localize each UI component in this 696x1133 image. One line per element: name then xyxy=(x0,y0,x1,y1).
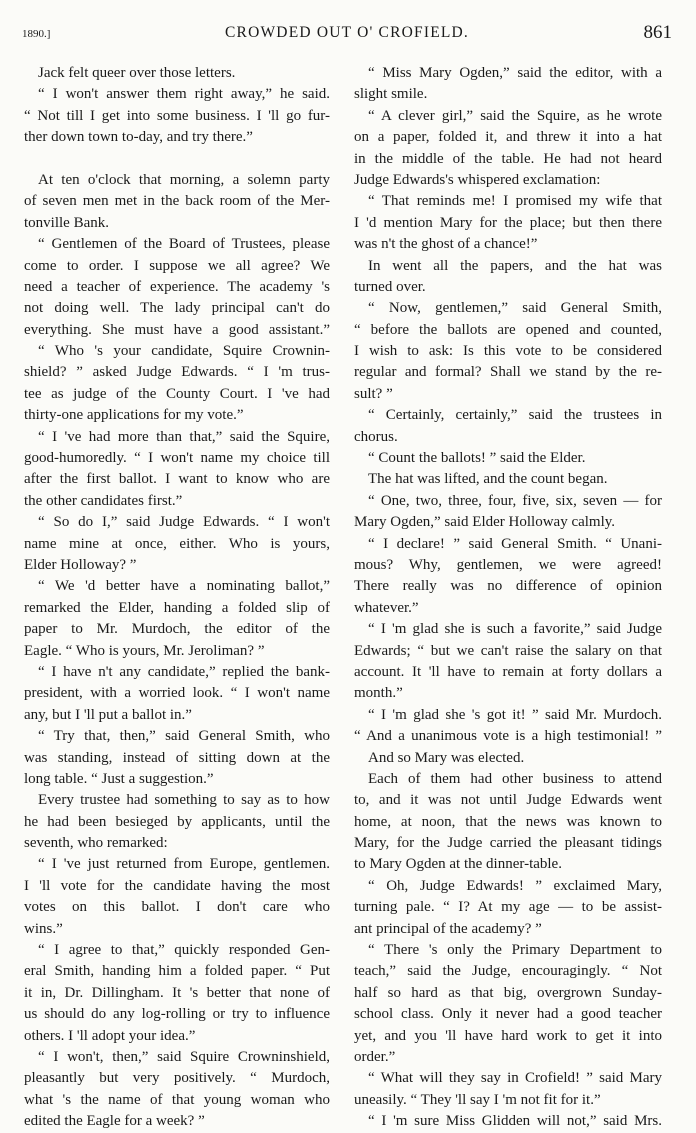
text-line: not doing well. The lady principal can't do xyxy=(24,300,330,317)
text-line: “ I won't, then,” said Squire Crowninshield, xyxy=(38,1048,330,1065)
text-line: Elder Holloway? ” xyxy=(24,556,137,573)
text-line: “ One, two, three, four, five, six, seven — for xyxy=(368,492,662,509)
text-line: votes on this ballot. I don't care who xyxy=(24,899,330,916)
issue-date: 1890.] xyxy=(22,28,51,40)
text-line: president, with a worried look. “ I won't name xyxy=(24,685,330,702)
text-line: “ I have n't any candidate,” replied the bank- xyxy=(38,663,330,680)
text-line: sult? ” xyxy=(354,385,393,402)
text-line: was n't the ghost of a chance!” xyxy=(354,236,538,253)
text-line: Jack felt queer over those letters. xyxy=(38,65,236,81)
text-line: thirty-one applications for my vote.” xyxy=(24,407,244,424)
text-line: to, and it was not until Judge Edwards went xyxy=(354,792,662,809)
text-line: the other candidates first.” xyxy=(24,492,183,509)
text-line: Mary, for the Judge carried the pleasant tidings xyxy=(354,835,662,852)
text-line: “ We 'd better have a nominating ballot,” xyxy=(38,578,330,595)
text-line: come to order. I suppose we all agree? We xyxy=(24,257,330,274)
text-line: order.” xyxy=(354,1048,396,1065)
text-line: what 's the name of that young woman who xyxy=(24,1091,330,1108)
text-line: turning pale. “ I? At my age — to be assist- xyxy=(354,899,662,916)
text-line: “ Not till I get into some business. I 'll go fur- xyxy=(24,107,330,124)
text-line: school class. Only it never had a good teacher xyxy=(354,1006,662,1023)
text-line: “ Now, gentlemen,” said General Smith, xyxy=(368,300,662,317)
running-header xyxy=(22,22,672,48)
text-line: “ So do I,” said Judge Edwards. “ I won't xyxy=(38,514,330,531)
text-line: Eagle. “ Who is yours, Mr. Jeroliman? ” xyxy=(24,642,265,659)
text-line: There really was no difference of opinion xyxy=(354,578,662,595)
text-line: home, at noon, that the news was known to xyxy=(354,813,662,830)
text-line: “ Certainly, certainly,” said the trustees in xyxy=(368,407,662,424)
page-number: 861 xyxy=(643,22,672,43)
text-line: “ I 'm sure Miss Glidden will not,” said Mrs. xyxy=(368,1113,662,1130)
text-line: paper to Mr. Murdoch, the editor of the xyxy=(24,621,330,638)
text-line: wins.” xyxy=(24,920,63,937)
text-line: was standing, instead of sitting down at the xyxy=(24,749,330,766)
text-line: “ I 'm glad she 's got it! ” said Mr. Murdoch. xyxy=(368,706,662,723)
text-line: whatever.” xyxy=(354,599,419,616)
text-line: Mary Ogden,” said Elder Holloway calmly. xyxy=(354,514,616,531)
text-line: he had been besieged by applicants, until the xyxy=(24,813,330,830)
text-line: half so hard as that big, overgrown Sunday- xyxy=(354,984,662,1001)
text-line: to Mary Ogden at the dinner-table. xyxy=(354,856,562,873)
right-column xyxy=(354,63,662,1133)
text-line: “ I 'm glad she is such a favorite,” said Judge xyxy=(368,621,662,638)
text-line: teach,” said the Judge, encouragingly. “ Not xyxy=(354,963,662,980)
text-line: I 'd mention Mary for the place; but then there xyxy=(354,214,662,231)
text-line: ther down town to-day, and try there.” xyxy=(24,129,253,146)
story-title: CROWDED OUT O' CROFIELD. xyxy=(225,24,469,41)
text-line: “ What will they say in Crofield! ” said Mary xyxy=(368,1070,662,1087)
text-line: good-humoredly. “ I won't name my choice till xyxy=(24,450,330,467)
text-line: long table. “ Just a suggestion.” xyxy=(24,770,214,787)
text-line: “ Oh, Judge Edwards! ” exclaimed Mary, xyxy=(368,877,662,894)
text-line: chorus. xyxy=(354,428,398,445)
text-line: Judge Edwards's whispered exclamation: xyxy=(354,171,601,188)
text-line: And so Mary was elected. xyxy=(368,749,525,766)
text-line: turned over. xyxy=(354,278,426,295)
text-line: “ That reminds me! I promised my wife that xyxy=(368,193,662,210)
text-line: remarked the Elder, handing a folded slip of xyxy=(24,599,330,616)
text-line: shield? ” asked Judge Edwards. “ I 'm trus- xyxy=(24,364,330,381)
text-line: “ A clever girl,” said the Squire, as he wrote xyxy=(368,107,662,124)
text-line: yet, and you 'll have hard work to get it into xyxy=(354,1027,662,1044)
text-line: us should do any log-rolling or try to influence xyxy=(24,1006,330,1023)
text-line: mous? Why, gentlemen, we were agreed! xyxy=(354,556,662,573)
text-line: “ Gentlemen of the Board of Trustees, please xyxy=(38,236,330,253)
text-line: need a teacher of experience. The academy 's xyxy=(24,278,330,295)
text-line: of seven men met in the back room of the Mer- xyxy=(24,193,330,210)
text-line: “ Who 's your candidate, Squire Crownin- xyxy=(38,343,330,360)
text-line: At ten o'clock that morning, a solemn party xyxy=(38,171,330,188)
text-line: on a paper, folded it, and threw it into a hat xyxy=(354,129,662,146)
text-line: month.” xyxy=(354,685,403,702)
text-line: in the middle of the table. He had not heard xyxy=(354,150,662,167)
text-line: “ Count the ballots! ” said the Elder. xyxy=(368,450,586,467)
text-line: slight smile. xyxy=(354,86,428,103)
text-line: ant principal of the academy? ” xyxy=(354,920,542,937)
left-column xyxy=(24,63,330,1133)
text-line: seventh, who remarked: xyxy=(24,835,168,852)
text-line: Every trustee had something to say as to how xyxy=(38,792,330,809)
text-line: “ Miss Mary Ogden,” said the editor, with a xyxy=(368,65,662,81)
text-line: others. I 'll adopt your idea.” xyxy=(24,1027,196,1044)
text-line: “ I declare! ” said General Smith. “ Unani- xyxy=(368,535,662,552)
text-line: I wish to ask: Is this vote to be considered xyxy=(354,343,662,360)
text-line: pleasantly but very positively. “ Murdoch, xyxy=(24,1070,330,1087)
text-line: Each of them had other business to attend xyxy=(368,770,662,787)
text-line: “ There 's only the Primary Department to xyxy=(368,942,662,959)
text-line: edited the Eagle for a week? ” xyxy=(24,1113,205,1130)
text-line: “ I 've just returned from Europe, gentlemen. xyxy=(38,856,330,873)
text-line: after the first ballot. I want to know who are xyxy=(24,471,330,488)
text-line: everything. She must have a good assistant.” xyxy=(24,321,330,338)
text-line: any, but I 'll put a ballot in.” xyxy=(24,706,192,723)
text-line: Edwards; “ but we can't raise the salary on that xyxy=(354,642,662,659)
text-line: account. It 'll have to remain at forty dollars a xyxy=(354,663,662,680)
text-line: “ I 've had more than that,” said the Squire, xyxy=(38,428,330,445)
text-line: “ I won't answer them right away,” he said. xyxy=(38,86,330,103)
text-line: it in, Dr. Dillingham. It 's better that none of xyxy=(24,984,330,1001)
text-line: “ Try that, then,” said General Smith, who xyxy=(38,728,330,745)
text-line: name mine at once, either. Who is yours, xyxy=(24,535,330,552)
text-line: The hat was lifted, and the count began. xyxy=(368,471,608,488)
text-line: tee as judge of the County Court. I 've had xyxy=(24,385,330,402)
text-line: tonville Bank. xyxy=(24,214,109,231)
text-line: I 'll vote for the candidate having the most xyxy=(24,877,330,894)
text-line: “ I agree to that,” quickly responded Gen- xyxy=(38,942,330,959)
text-line: eral Smith, handing him a folded paper. “ Put xyxy=(24,963,330,980)
text-line: regular and formal? Shall we stand by the re- xyxy=(354,364,662,381)
paragraph-break xyxy=(24,149,330,170)
text-line: uneasily. “ They 'll say I 'm not fit for it.” xyxy=(354,1091,601,1108)
text-line: “ before the ballots are opened and counted, xyxy=(354,321,662,338)
text-line: “ And a unanimous vote is a high testimonial! ” xyxy=(354,728,662,745)
text-line: In went all the papers, and the hat was xyxy=(368,257,662,274)
